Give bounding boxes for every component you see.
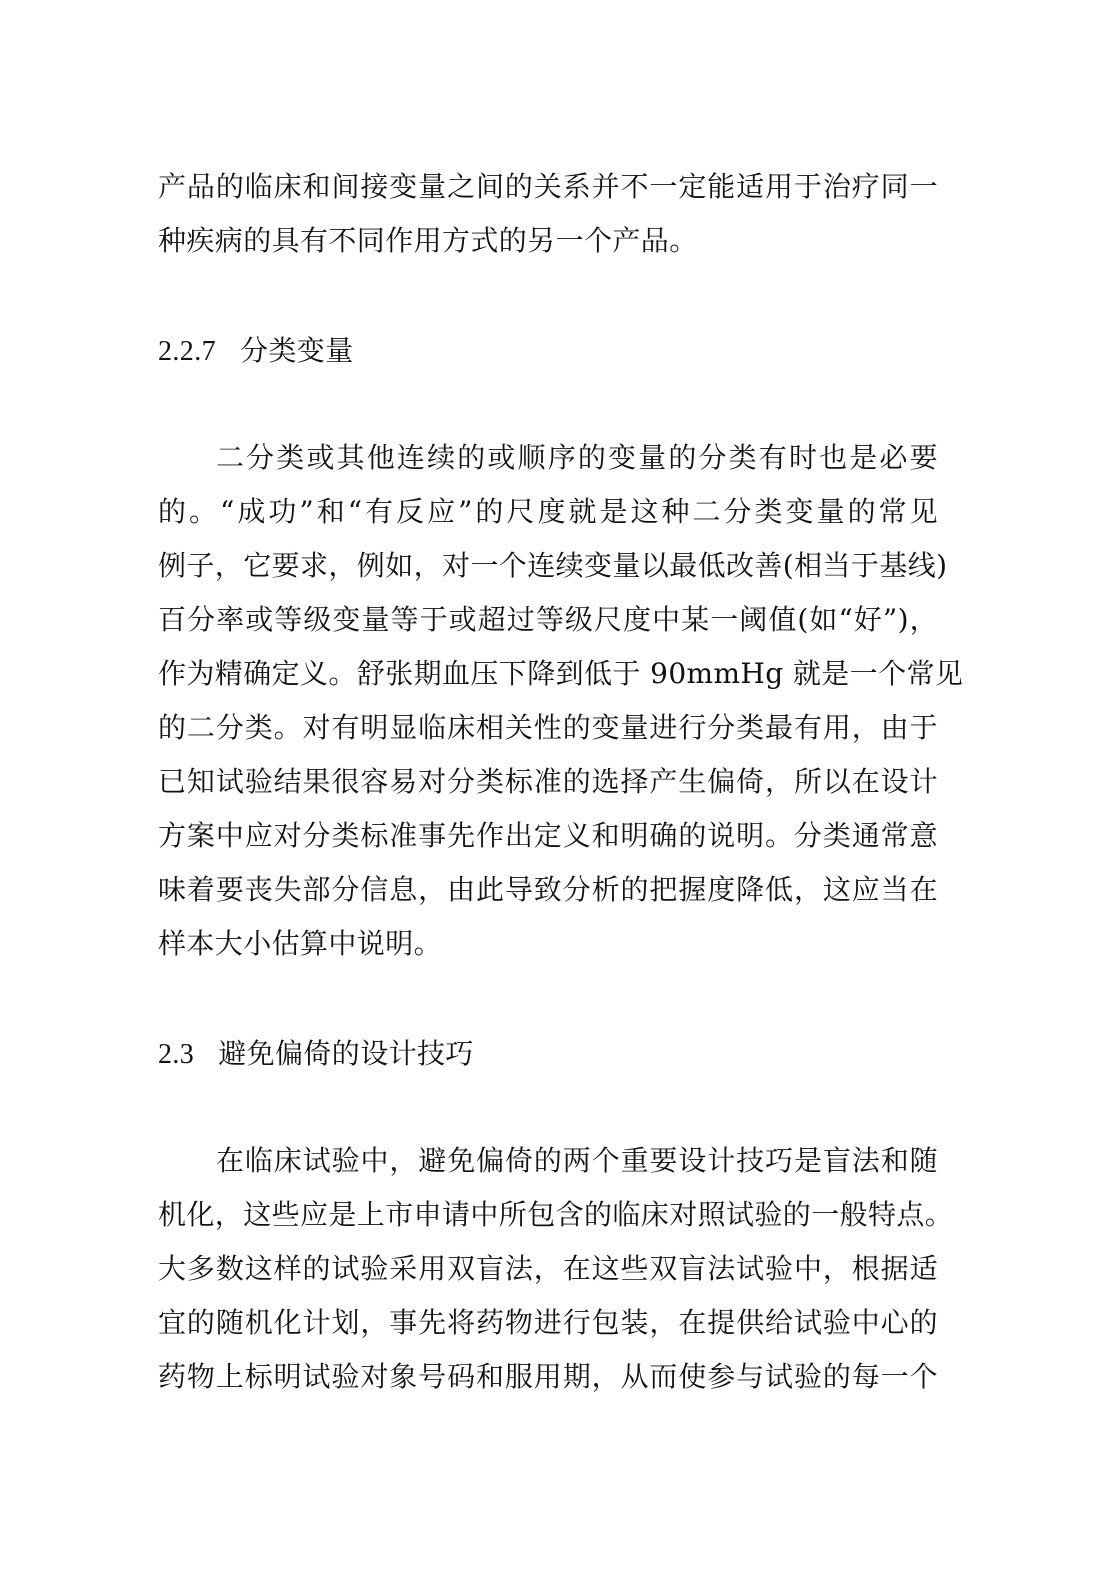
section-2-2-7-paragraph — [158, 431, 964, 971]
section-heading-2-2-7 — [158, 324, 938, 378]
paragraph-line: 样本大小估算中说明。 — [158, 927, 443, 960]
spacer — [158, 971, 938, 1027]
paragraph-line: 宜的随机化计划，事先将药物进行包装，在提供给试验中心的 — [158, 1306, 938, 1339]
paragraph-line: 的二分类。对有明显临床相关性的变量进行分类最有用，由于 — [158, 711, 938, 744]
section-heading-2-3 — [158, 1027, 938, 1081]
paragraph-line: 机化，这些应是上市申请中所包含的临床对照试验的一般特点。 — [158, 1198, 954, 1231]
paragraph-line: 二分类或其他连续的或顺序的变量的分类有时也是必要 — [216, 441, 938, 474]
spacer — [158, 268, 938, 324]
paragraph-line: 产品的临床和间接变量之间的关系并不一定能适用于治疗同一 — [158, 170, 938, 203]
section-title: 分类变量 — [240, 334, 354, 367]
spacer — [158, 378, 938, 431]
section-number: 2.2.7 — [158, 336, 216, 367]
paragraph-line: 种疾病的具有不同作用方式的另一个产品。 — [158, 224, 698, 257]
intro-paragraph — [158, 160, 938, 268]
paragraph-line: 例子，它要求，例如，对一个连续变量以最低改善(相当于基线) — [158, 549, 948, 582]
paragraph-line: 已知试验结果很容易对分类标准的选择产生偏倚，所以在设计 — [158, 765, 938, 798]
paragraph-line: 在临床试验中，避免偏倚的两个重要设计技巧是盲法和随 — [216, 1144, 938, 1177]
section-2-3-paragraph — [158, 1134, 954, 1404]
section-number: 2.3 — [158, 1039, 195, 1070]
paragraph-line: 药物上标明试验对象号码和服用期，从而使参与试验的每一个 — [158, 1360, 938, 1393]
paragraph-line: 大多数这样的试验采用双盲法，在这些双盲法试验中，根据适 — [158, 1252, 938, 1285]
paragraph-line: 作为精确定义。舒张期血压下降到低于 90mmHg 就是一个常见 — [158, 657, 964, 690]
paragraph-line: 方案中应对分类标准事先作出定义和明确的说明。分类通常意 — [158, 819, 938, 852]
paragraph-line: 的。“成功”和“有反应”的尺度就是这种二分类变量的常见 — [158, 495, 938, 528]
section-title: 避免偏倚的设计技巧 — [218, 1037, 474, 1070]
paragraph-line: 百分率或等级变量等于或超过等级尺度中某一阈值(如“好”)， — [158, 603, 938, 636]
paragraph-line: 味着要丧失部分信息，由此导致分析的把握度降低，这应当在 — [158, 873, 938, 906]
spacer — [158, 1081, 938, 1134]
document-body — [158, 160, 964, 1404]
